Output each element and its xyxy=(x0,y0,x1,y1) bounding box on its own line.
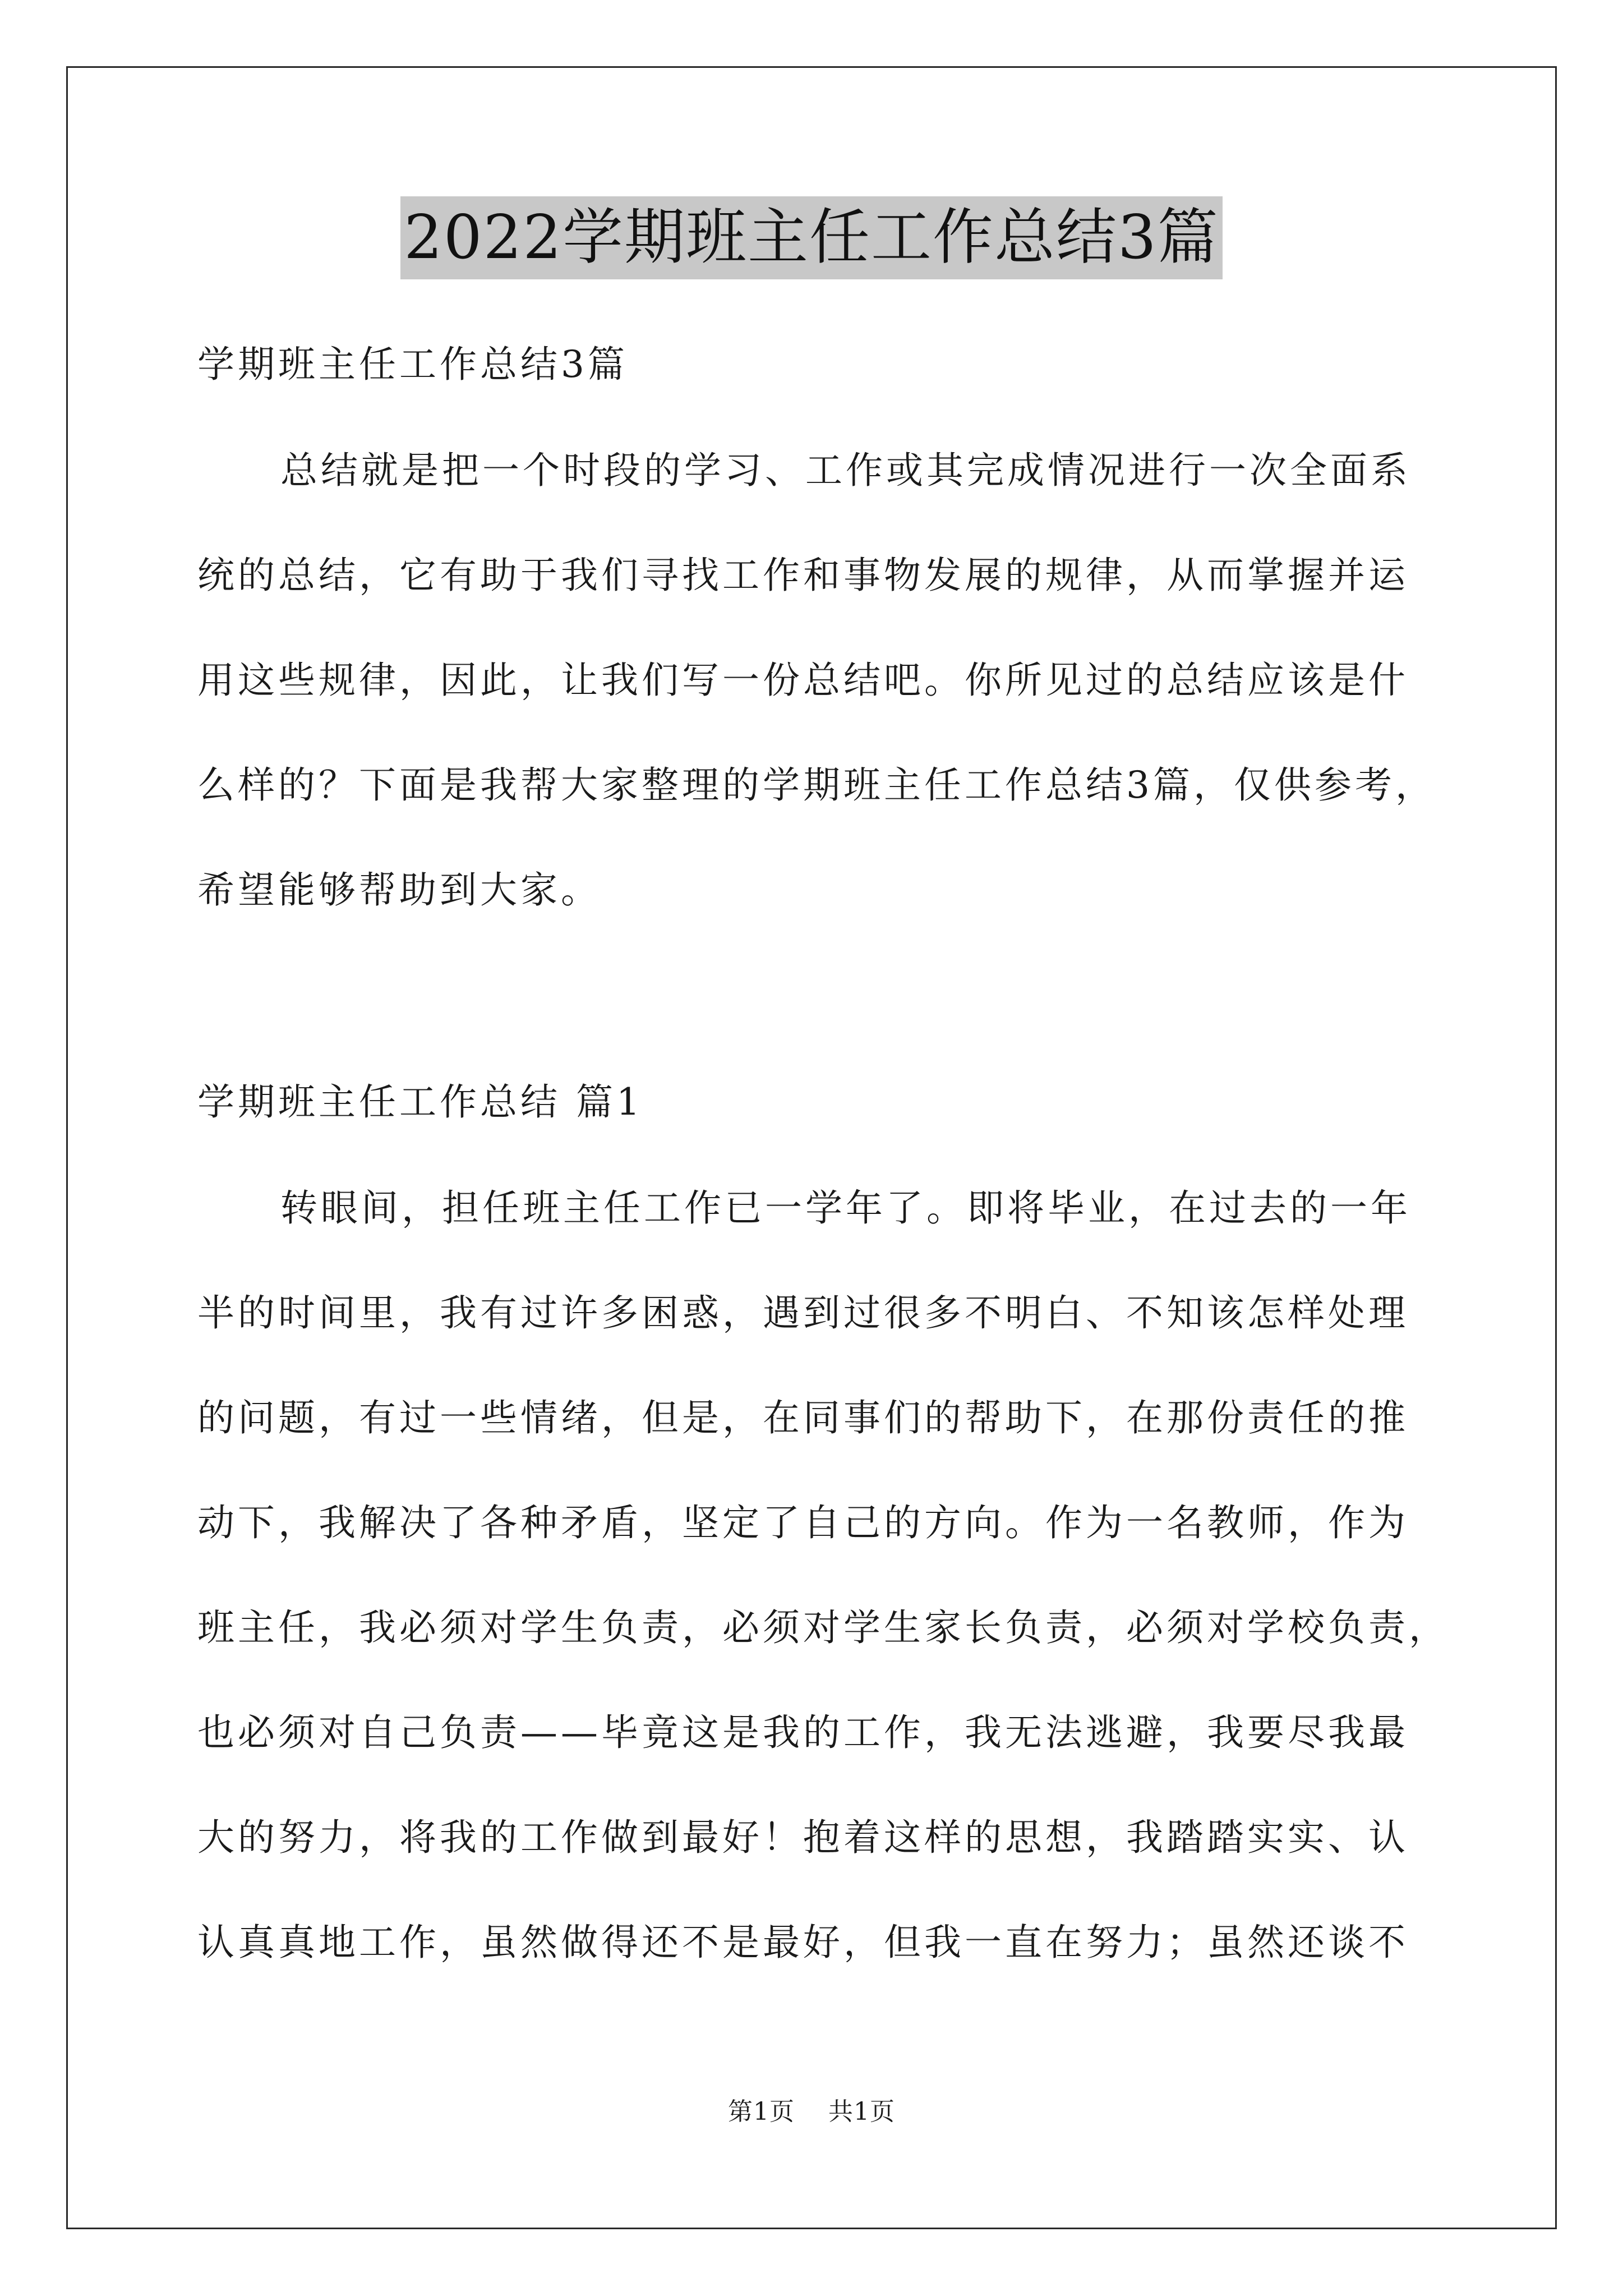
section-1-line: 动下，我解决了各种矛盾，坚定了自己的方向。作为一名教师，作为 xyxy=(197,1501,1409,1544)
section-1-line: 的问题，有过一些情绪，但是，在同事们的帮助下，在那份责任的推 xyxy=(197,1396,1409,1439)
intro-line: 用这些规律，因此，让我们写一份总结吧。你所见过的总结应该是什 xyxy=(197,659,1409,702)
intro-line: 么样的？下面是我帮大家整理的学期班主任工作总结3篇，仅供参考， xyxy=(197,763,1436,807)
section-spacer xyxy=(197,942,1454,1049)
section-1-line: 班主任，我必须对学生负责，必须对学生家长负责，必须对学校负责， xyxy=(197,1606,1449,1649)
section-1-paragraph xyxy=(197,1156,1454,1995)
document-subtitle: 学期班主任工作总结3篇 xyxy=(197,343,628,386)
intro-line: 统的总结，它有助于我们寻找工作和事物发展的规律，从而掌握并运 xyxy=(197,554,1409,597)
document-body xyxy=(197,311,1454,1995)
intro-line: 希望能够帮助到大家。 xyxy=(197,868,601,912)
section-1-line: 半的时间里，我有过许多困惑，遇到过很多不明白、不知该怎样处理 xyxy=(197,1291,1409,1335)
page-number: 第1页 xyxy=(728,2097,795,2126)
section-1-line: 认真真地工作，虽然做得还不是最好，但我一直在努力；虽然还谈不 xyxy=(197,1921,1409,1964)
document-title: 2022学期班主任工作总结3篇 xyxy=(400,196,1223,279)
section-1-line: 也必须对自己负责——毕竟这是我的工作，我无法逃避，我要尽我最 xyxy=(197,1711,1409,1754)
page-total: 共1页 xyxy=(828,2097,895,2126)
section-1-heading: 学期班主任工作总结 篇1 xyxy=(197,1080,643,1124)
intro-paragraph xyxy=(197,418,1454,942)
section-1-line: 转眼间，担任班主任工作已一学年了。即将毕业，在过去的一年 xyxy=(280,1186,1411,1230)
intro-line: 总结就是把一个时段的学习、工作或其完成情况进行一次全面系 xyxy=(280,449,1411,492)
title-container xyxy=(0,196,1623,279)
section-1-line: 大的努力，将我的工作做到最好！抱着这样的思想，我踏踏实实、认 xyxy=(197,1816,1409,1859)
page-footer xyxy=(0,2091,1623,2127)
